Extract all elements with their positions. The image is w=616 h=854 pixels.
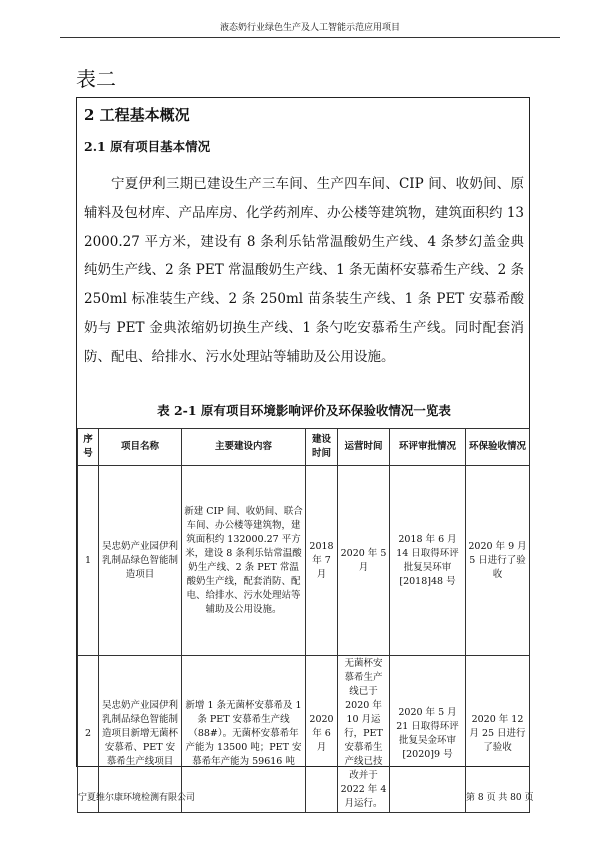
cell-operate-time: 2020 年 5月 [338,466,390,656]
page-header: 液态奶行业绿色生产及人工智能示范应用项目 [219,23,400,33]
col-header-operate-time: 运营时间 [338,429,390,466]
project-description-paragraph: 宁夏伊利三期已建设生产三车间、生产四车间、CIP 间、收奶间、原辅料及包材库、产品库房、化学药剂库、办公楼等建筑物，建筑面积约 132000.27 平方米，建设有 8 条利乐钻常温酸奶生产线、4 条梦幻盖金典纯奶生产线、2 条 PET 常温酸奶生产线、1 条无菌杯安慕希生产线、2 条 250ml 标准装生产线、2 条 250ml 苗条装生产线、1 条 PET 安慕希酸奶与 PET 金典浓缩奶切换生产线、1 条勺吃安慕希生产线。同时配套消防、配电、给排水、污水处理站等辅助及公用设施。 [84,176,524,365]
cell-name: 吴忠奶产业园伊利乳制品绿色智能制造项目 [99,466,182,656]
cell-build-time: 2020 年 6月 [306,656,338,813]
eia-table [77,428,530,813]
header-divider [60,37,560,38]
cell-acceptance: 2020 年 12 月 25 日进行了验收 [466,656,530,813]
table-row [78,466,530,656]
footer-company: 宁夏维尔康环境检测有限公司 [78,793,196,803]
footer-page-number: 第 8 页 共 80 页 [466,793,534,803]
cell-eia: 2018 年 6 月 14 日取得环评批复吴环审[2018]48 号 [390,466,466,656]
cell-no: 2 [78,656,99,813]
table-header-row [78,429,530,466]
table-caption: 表 2-1 原有项目环境影响评价及环保验收情况一览表 [157,403,451,418]
col-header-name: 项目名称 [99,429,182,466]
col-header-no: 序号 [78,429,99,466]
col-header-eia: 环评审批情况 [390,429,466,466]
cell-acceptance: 2020 年 9 月 5 日进行了验收 [466,466,530,656]
cell-content: 新建 CIP 间、收奶间、联合车间、办公楼等建筑物，建筑面积约 132000.27 平方米，建设 8 条利乐钻常温酸奶生产线、2 条 PET 常温酸奶生产线，配套消防、配电、给排水、污水处理站等辅助及公用设施。 [182,466,306,656]
section-title: 表二 [76,67,116,91]
heading-engineering-overview: 2 工程基本概况 [84,106,190,124]
cell-eia: 2020 年 5 月 21 日取得环评批复吴金环审[2020]9 号 [390,656,466,813]
cell-operate-time: 无菌杯安慕希生产线已于 2020 年 10 月运行，PET 安慕希生产线已技改并于 2022 年 4 月运行。 [338,656,390,813]
col-header-build-time: 建设时间 [306,429,338,466]
table-row [78,656,530,813]
cell-name: 吴忠奶产业园伊利乳制品绿色智能制造项目新增无菌杯安慕希、PET 安慕希生产线项目 [99,656,182,813]
cell-build-time: 2018 年 7月 [306,466,338,656]
cell-no: 1 [78,466,99,656]
heading-original-project: 2.1 原有项目基本情况 [84,139,211,154]
cell-content: 新增 1 条无菌杯安慕希及 1 条 PET 安慕希生产线（88#）。无菌杯安慕希年产能为 13500 吨；PET 安慕希年产能为 59616 吨 [182,656,306,813]
col-header-content: 主要建设内容 [182,429,306,466]
col-header-acceptance: 环保验收情况 [466,429,530,466]
